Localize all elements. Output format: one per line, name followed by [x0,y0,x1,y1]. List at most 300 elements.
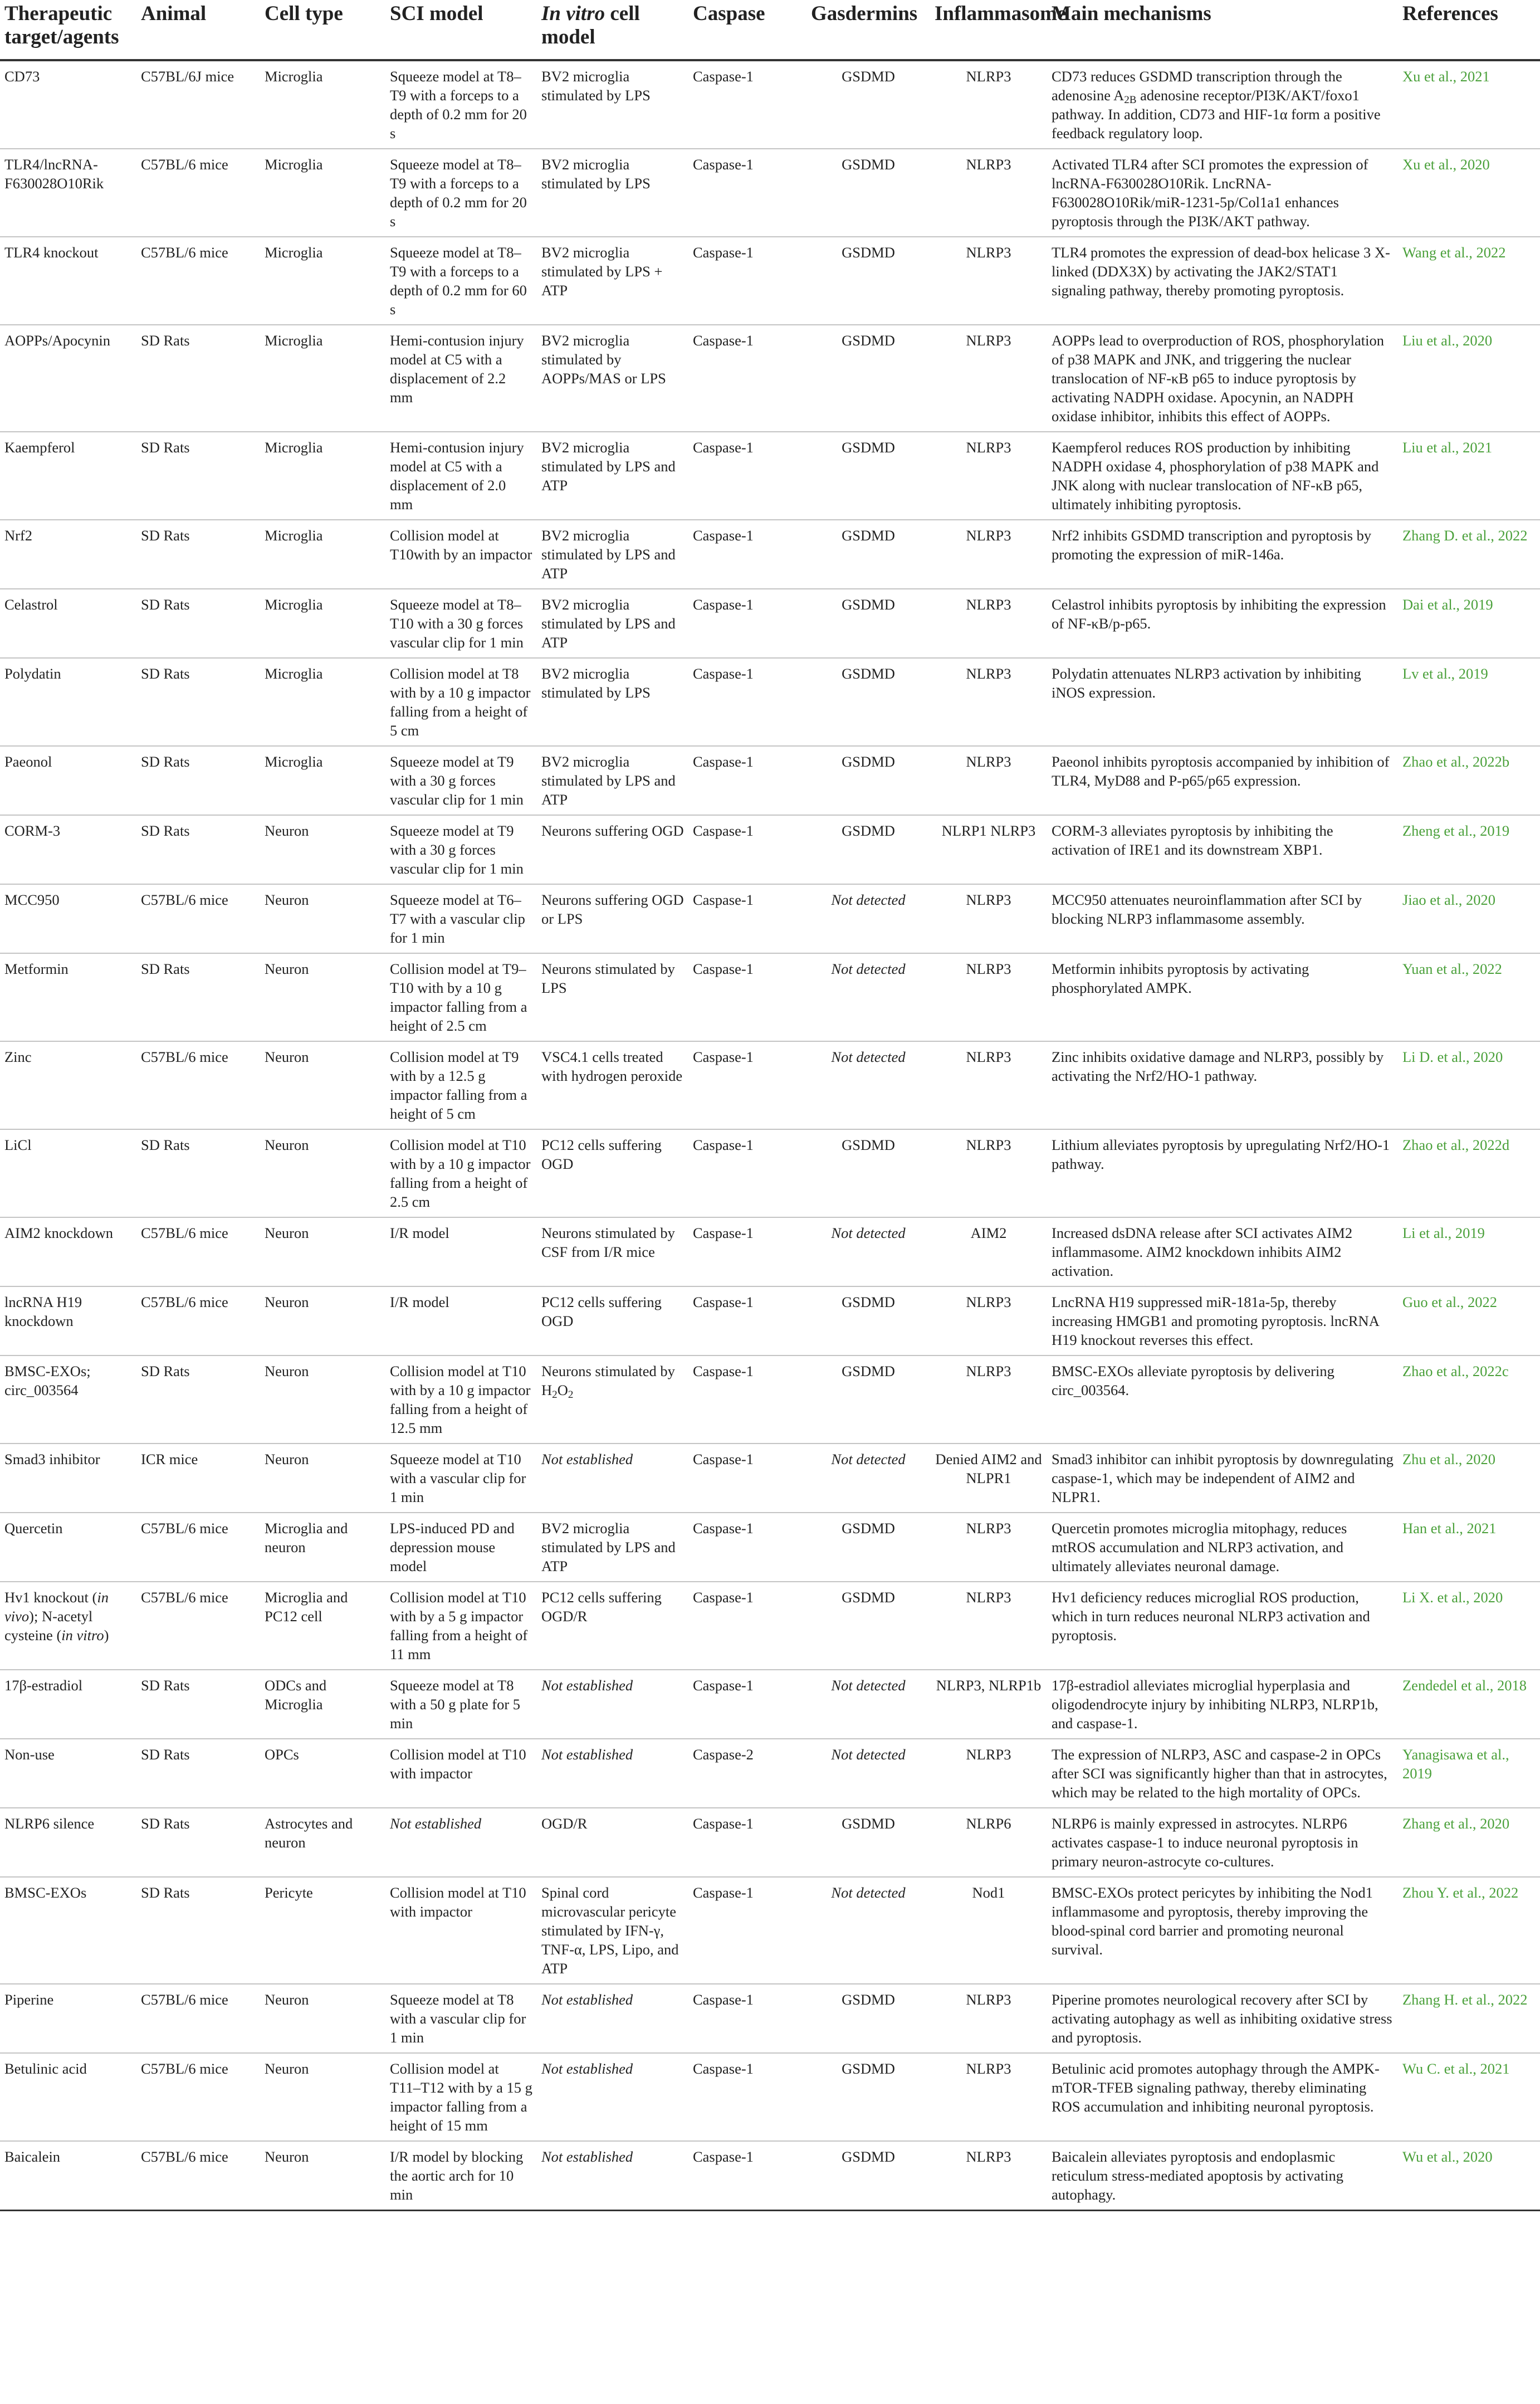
cell-target: BMSC-EXOs [0,1877,136,1984]
reference-link[interactable]: Liu et al., 2020 [1402,332,1493,349]
cell-in-vitro-model: Not established [537,2141,688,2211]
header-animal: Animal [136,0,260,60]
cell-in-vitro-model [537,1355,688,1444]
cell-mechanism: BMSC-EXOs protect pericytes by inhibiting the Nod1 inflammasome and pyroptosis, thereby improving the blood-spinal cord barrier and promoting neuronal survival. [1047,1877,1398,1984]
cell-inflammasome: NLRP3 [930,60,1047,149]
cell-animal: SD Rats [136,658,260,746]
cell-caspase: Caspase-1 [688,1041,806,1129]
cell-animal: C57BL/6 mice [136,237,260,325]
reference-link[interactable]: Li et al., 2019 [1402,1225,1485,1241]
cell-target: Polydatin [0,658,136,746]
cell-target: LiCl [0,1129,136,1217]
cell-gasdermin: GSDMD [806,815,930,884]
cell-caspase: Caspase-1 [688,2141,806,2211]
cell-in-vitro-model: BV2 microglia stimulated by LPS [537,149,688,237]
cell-reference [1398,815,1540,884]
cell-reference [1398,884,1540,953]
reference-link[interactable]: Zhang H. et al., 2022 [1402,1991,1528,2008]
table-row [0,1984,1540,2053]
header-cell-type: Cell type [260,0,385,60]
cell-gasdermin: GSDMD [806,1582,930,1670]
cell-in-vitro-model: BV2 microglia stimulated by LPS and ATP [537,432,688,520]
cell-caspase: Caspase-1 [688,237,806,325]
cell-gasdermin: Not detected [806,1444,930,1513]
cell-cell-type: Microglia [260,520,385,589]
cell-caspase: Caspase-1 [688,589,806,658]
cell-mechanism: AOPPs lead to overproduction of ROS, phosphorylation of p38 MAPK and JNK, and triggering the nuclear translocation of NF-κB p65 to induce pyroptosis by activating NADPH oxidase. Apocynin, an NADPH oxidase inhibitor, inhibits this effect of AOPPs. [1047,325,1398,432]
cell-target: MCC950 [0,884,136,953]
cell-mechanism: Betulinic acid promotes autophagy through the AMPK-mTOR-TFEB signaling pathway, thereby eliminating ROS accumulation and inhibiting neuronal pyroptosis. [1047,2053,1398,2141]
cell-gasdermin: GSDMD [806,432,930,520]
cell-sci-model: Squeeze model at T8 with a 50 g plate for 5 min [385,1670,537,1739]
cell-caspase: Caspase-1 [688,1444,806,1513]
cell-target: Betulinic acid [0,2053,136,2141]
cell-mechanism: Hv1 deficiency reduces microglial ROS production, which in turn reduces neuronal NLRP3 activation and pyroptosis. [1047,1582,1398,1670]
table-body [0,60,1540,2211]
cell-inflammasome: NLRP3 [930,1129,1047,1217]
cell-inflammasome: AIM2 [930,1217,1047,1286]
cell-sci-model: Squeeze model at T8–T9 with a forceps to a depth of 0.2 mm for 20 s [385,60,537,149]
cell-sci-model: I/R model by blocking the aortic arch for 10 min [385,2141,537,2211]
cell-caspase: Caspase-1 [688,1355,806,1444]
table-row [0,1739,1540,1808]
cell-animal: SD Rats [136,746,260,815]
table-row [0,237,1540,325]
cell-animal: SD Rats [136,325,260,432]
cell-in-vitro-model: PC12 cells suffering OGD [537,1129,688,1217]
cell-reference [1398,953,1540,1041]
cell-animal: C57BL/6 mice [136,149,260,237]
cell-animal: SD Rats [136,1877,260,1984]
table-row [0,520,1540,589]
cell-inflammasome: NLRP1 NLRP3 [930,815,1047,884]
cell-sci-model: Squeeze model at T10 with a vascular clip for 1 min [385,1444,537,1513]
cell-caspase: Caspase-1 [688,1286,806,1355]
cell-mechanism: TLR4 promotes the expression of dead-box helicase 3 X-linked (DDX3X) by activating the JAK2/STAT1 signaling pathway, thereby promoting pyroptosis. [1047,237,1398,325]
cell-mechanism: Quercetin promotes microglia mitophagy, reduces mtROS accumulation and NLRP3 activation, and ultimately alleviates neuronal damage. [1047,1513,1398,1582]
cell-gasdermin: GSDMD [806,60,930,149]
cell-sci-model: Collision model at T10 with impactor [385,1877,537,1984]
cell-mechanism: Activated TLR4 after SCI promotes the expression of lncRNA-F630028O10Rik. LncRNA-F630028O10Rik/miR-1231-5p/Col1a1 enhances pyroptosis through the PI3K/AKT pathway. [1047,149,1398,237]
cell-gasdermin: GSDMD [806,2141,930,2211]
header-in-vitro-rest: cell model [541,2,640,48]
cell-mechanism: Baicalein alleviates pyroptosis and endoplasmic reticulum stress-mediated apoptosis by activating autophagy. [1047,2141,1398,2211]
cell-cell-type: Neuron [260,1041,385,1129]
cell-cell-type: Neuron [260,884,385,953]
table-row [0,1877,1540,1984]
reference-link[interactable]: Zhao et al., 2022d [1402,1137,1510,1153]
table-row [0,1217,1540,1286]
cell-reference [1398,1984,1540,2053]
cell-animal: SD Rats [136,953,260,1041]
table-row [0,1513,1540,1582]
cell-animal: C57BL/6 mice [136,2141,260,2211]
header-gasdermins: Gasdermins [806,0,930,60]
cell-cell-type: Microglia and PC12 cell [260,1582,385,1670]
cell-gasdermin: GSDMD [806,1129,930,1217]
cell-reference [1398,1286,1540,1355]
table-row [0,2053,1540,2141]
cell-caspase: Caspase-2 [688,1739,806,1808]
reference-link[interactable]: Wang et al., 2022 [1402,244,1506,261]
table-header [0,0,1540,60]
header-sci-model: SCI model [385,0,537,60]
cell-sci-model: I/R model [385,1217,537,1286]
reference-link[interactable]: Guo et al., 2022 [1402,1294,1498,1310]
cell-inflammasome: NLRP3 [930,1286,1047,1355]
cell-reference [1398,589,1540,658]
cell-cell-type: Microglia [260,589,385,658]
reference-link[interactable]: Xu et al., 2020 [1402,156,1490,173]
cell-gasdermin: GSDMD [806,1355,930,1444]
reference-link[interactable]: Yanagisawa et al., 2019 [1402,1746,1509,1782]
cell-caspase: Caspase-1 [688,1984,806,2053]
table-row [0,1041,1540,1129]
cell-sci-model: Collision model at T10 with impactor [385,1739,537,1808]
cell-mechanism: Smad3 inhibitor can inhibit pyroptosis by downregulating caspase-1, which may be independent of AIM2 and NLPR1. [1047,1444,1398,1513]
cell-mechanism: Piperine promotes neurological recovery after SCI by activating autophagy as well as inhibiting oxidative stress and pyroptosis. [1047,1984,1398,2053]
cell-target: 17β-estradiol [0,1670,136,1739]
in-vitro-subscript: 2 [552,1388,558,1401]
cell-sci-model: Squeeze model at T8 with a vascular clip for 1 min [385,1984,537,2053]
cell-inflammasome: NLRP3 [930,1739,1047,1808]
header-target: Therapeutic target/agents [0,0,136,60]
cell-mechanism: Lithium alleviates pyroptosis by upregulating Nrf2/HO-1 pathway. [1047,1129,1398,1217]
cell-cell-type: Microglia [260,149,385,237]
cell-gasdermin: GSDMD [806,589,930,658]
cell-cell-type: Neuron [260,953,385,1041]
reference-link[interactable]: Zheng et al., 2019 [1402,822,1510,839]
cell-mechanism: BMSC-EXOs alleviate pyroptosis by delivering circ_003564. [1047,1355,1398,1444]
cell-in-vitro-model: BV2 microglia stimulated by LPS [537,60,688,149]
table-row [0,1582,1540,1670]
cell-in-vitro-model: BV2 microglia stimulated by LPS and ATP [537,746,688,815]
cell-caspase: Caspase-1 [688,1877,806,1984]
cell-in-vitro-model: OGD/R [537,1808,688,1877]
cell-reference [1398,1355,1540,1444]
cell-animal: C57BL/6 mice [136,1582,260,1670]
cell-in-vitro-model: BV2 microglia stimulated by LPS and ATP [537,589,688,658]
cell-inflammasome: NLRP3, NLRP1b [930,1670,1047,1739]
cell-animal: SD Rats [136,1739,260,1808]
cell-caspase: Caspase-1 [688,953,806,1041]
cell-reference [1398,1582,1540,1670]
cell-animal: SD Rats [136,815,260,884]
cell-caspase: Caspase-1 [688,884,806,953]
cell-in-vitro-model: Not established [537,2053,688,2141]
cell-caspase: Caspase-1 [688,815,806,884]
reference-link[interactable]: Wu C. et al., 2021 [1402,2060,1510,2077]
cell-sci-model: Collision model at T9 with by a 12.5 g impactor falling from a height of 5 cm [385,1041,537,1129]
cell-caspase: Caspase-1 [688,1217,806,1286]
cell-in-vitro-model: Not established [537,1670,688,1739]
target-italic: in vivo [4,1589,109,1625]
header-caspase: Caspase [688,0,806,60]
cell-sci-model: Hemi-contusion injury model at C5 with a displacement of 2.2 mm [385,325,537,432]
cell-sci-model: Collision model at T11–T12 with by a 15 g impactor falling from a height of 15 mm [385,2053,537,2141]
cell-target: Zinc [0,1041,136,1129]
cell-cell-type: Neuron [260,2053,385,2141]
reference-link[interactable]: Zhang D. et al., 2022 [1402,527,1528,544]
cell-mechanism: CORM-3 alleviates pyroptosis by inhibiting the activation of IRE1 and its downstream XBP1. [1047,815,1398,884]
cell-cell-type: Microglia [260,325,385,432]
cell-target: BMSC-EXOs; circ_003564 [0,1355,136,1444]
cell-in-vitro-model: Spinal cord microvascular pericyte stimulated by IFN-γ, TNF-α, LPS, Lipo, and ATP [537,1877,688,1984]
cell-target: Quercetin [0,1513,136,1582]
cell-in-vitro-model: Not established [537,1984,688,2053]
cell-gasdermin: Not detected [806,1217,930,1286]
table-row [0,60,1540,149]
cell-sci-model: Squeeze model at T8–T10 with a 30 g forces vascular clip for 1 min [385,589,537,658]
target-italic: in vitro [61,1627,104,1644]
cell-mechanism: Nrf2 inhibits GSDMD transcription and pyroptosis by promoting the expression of miR-146a. [1047,520,1398,589]
cell-inflammasome: NLRP3 [930,884,1047,953]
table-row [0,432,1540,520]
cell-sci-model: I/R model [385,1286,537,1355]
cell-reference [1398,60,1540,149]
cell-in-vitro-model: Neurons stimulated by LPS [537,953,688,1041]
cell-in-vitro-model: Neurons stimulated by CSF from I/R mice [537,1217,688,1286]
cell-animal: SD Rats [136,432,260,520]
reference-link[interactable]: Zhang et al., 2020 [1402,1815,1510,1832]
cell-sci-model: Collision model at T10with by an impactor [385,520,537,589]
cell-reference [1398,1670,1540,1739]
table-row [0,815,1540,884]
reference-link[interactable]: Jiao et al., 2020 [1402,891,1496,908]
cell-target [0,1582,136,1670]
cell-in-vitro-model: VSC4.1 cells treated with hydrogen peroxide [537,1041,688,1129]
cell-inflammasome: NLRP3 [930,432,1047,520]
cell-caspase: Caspase-1 [688,1513,806,1582]
header-in-vitro-model [537,0,688,60]
cell-cell-type: OPCs [260,1739,385,1808]
reference-link[interactable]: Wu et al., 2020 [1402,2148,1493,2165]
table-row [0,149,1540,237]
cell-inflammasome: NLRP3 [930,953,1047,1041]
cell-animal: C57BL/6J mice [136,60,260,149]
header-in-vitro-italic: In vitro [541,2,605,25]
target-text: ) [104,1627,109,1644]
cell-sci-model: Squeeze model at T8–T9 with a forceps to a depth of 0.2 mm for 60 s [385,237,537,325]
cell-in-vitro-model: Neurons suffering OGD [537,815,688,884]
cell-reference [1398,1041,1540,1129]
reference-link[interactable]: Li X. et al., 2020 [1402,1589,1503,1606]
cell-reference [1398,658,1540,746]
reference-link[interactable]: Zhou Y. et al., 2022 [1402,1884,1519,1901]
cell-target: CORM-3 [0,815,136,884]
cell-inflammasome: NLRP3 [930,1355,1047,1444]
cell-animal: C57BL/6 mice [136,1984,260,2053]
cell-cell-type: Neuron [260,1355,385,1444]
cell-in-vitro-model: Neurons suffering OGD or LPS [537,884,688,953]
in-vitro-text: Neurons stimulated by H [541,1363,675,1398]
cell-caspase: Caspase-1 [688,325,806,432]
cell-gasdermin: Not detected [806,1041,930,1129]
cell-cell-type: Neuron [260,1217,385,1286]
cell-animal: C57BL/6 mice [136,1286,260,1355]
cell-gasdermin: GSDMD [806,520,930,589]
cell-sci-model: Squeeze model at T8–T9 with a forceps to a depth of 0.2 mm for 20 s [385,149,537,237]
cell-target: lncRNA H19 knockdown [0,1286,136,1355]
cell-gasdermin: GSDMD [806,658,930,746]
table-row [0,658,1540,746]
cell-animal: SD Rats [136,1129,260,1217]
cell-mechanism: LncRNA H19 suppressed miR-181a-5p, thereby increasing HMGB1 and promoting pyroptosis. lncRNA H19 knockout reverses this effect. [1047,1286,1398,1355]
reference-link[interactable]: Dai et al., 2019 [1402,596,1493,613]
cell-mechanism: Polydatin attenuates NLRP3 activation by inhibiting iNOS expression. [1047,658,1398,746]
cell-sci-model: LPS-induced PD and depression mouse model [385,1513,537,1582]
table-row [0,1129,1540,1217]
cell-cell-type: Microglia [260,746,385,815]
table-row [0,325,1540,432]
cell-reference [1398,1739,1540,1808]
target-text: Hv1 knockout ( [4,1589,97,1606]
cell-gasdermin: GSDMD [806,1286,930,1355]
reference-link[interactable]: Zhao et al., 2022c [1402,1363,1509,1379]
reference-link[interactable]: Li D. et al., 2020 [1402,1049,1503,1065]
reference-link[interactable]: Liu et al., 2021 [1402,439,1493,456]
cell-gasdermin: GSDMD [806,2053,930,2141]
cell-reference [1398,325,1540,432]
cell-caspase: Caspase-1 [688,1129,806,1217]
reference-link[interactable]: Zhu et al., 2020 [1402,1451,1496,1467]
cell-gasdermin: GSDMD [806,149,930,237]
cell-gasdermin: GSDMD [806,746,930,815]
cell-sci-model: Hemi-contusion injury model at C5 with a displacement of 2.0 mm [385,432,537,520]
reference-link[interactable]: Xu et al., 2021 [1402,68,1490,85]
cell-cell-type: Neuron [260,1286,385,1355]
cell-inflammasome: Denied AIM2 and NLPR1 [930,1444,1047,1513]
cell-target: NLRP6 silence [0,1808,136,1877]
cell-target: TLR4/lncRNA-F630028O10Rik [0,149,136,237]
cell-animal: C57BL/6 mice [136,884,260,953]
cell-gasdermin: GSDMD [806,1513,930,1582]
cell-inflammasome: NLRP3 [930,2141,1047,2211]
cell-mechanism: 17β-estradiol alleviates microglial hyperplasia and oligodendrocyte injury by inhibiting NLRP3, NLRP1b, and caspase-1. [1047,1670,1398,1739]
cell-target: Piperine [0,1984,136,2053]
cell-mechanism: Metformin inhibits pyroptosis by activating phosphorylated AMPK. [1047,953,1398,1041]
table-row [0,884,1540,953]
cell-inflammasome: NLRP3 [930,589,1047,658]
cell-cell-type: Microglia [260,60,385,149]
cell-animal: ICR mice [136,1444,260,1513]
cell-inflammasome: NLRP6 [930,1808,1047,1877]
reference-link[interactable]: Yuan et al., 2022 [1402,960,1502,977]
cell-sci-model: Collision model at T10 with by a 10 g impactor falling from a height of 2.5 cm [385,1129,537,1217]
cell-caspase: Caspase-1 [688,432,806,520]
target-text: ); N-acetyl cysteine ( [4,1608,93,1644]
reference-link[interactable]: Zendedel et al., 2018 [1402,1677,1527,1694]
cell-target: Non-use [0,1739,136,1808]
cell-cell-type: Pericyte [260,1877,385,1984]
cell-in-vitro-model: Not established [537,1739,688,1808]
header-mechanisms: Main mechanisms [1047,0,1398,60]
table-row [0,746,1540,815]
cell-caspase: Caspase-1 [688,658,806,746]
cell-inflammasome: NLRP3 [930,1582,1047,1670]
cell-inflammasome: NLRP3 [930,1041,1047,1129]
cell-animal: SD Rats [136,520,260,589]
cell-mechanism: NLRP6 is mainly expressed in astrocytes. NLRP6 activates caspase-1 to induce neuronal pyroptosis in primary neuron-astrocyte co-cultures. [1047,1808,1398,1877]
cell-reference [1398,520,1540,589]
header-references: References [1398,0,1540,60]
cell-target: Smad3 inhibitor [0,1444,136,1513]
cell-cell-type: Neuron [260,1129,385,1217]
cell-target: AOPPs/Apocynin [0,325,136,432]
cell-gasdermin: Not detected [806,953,930,1041]
cell-target: Baicalein [0,2141,136,2211]
cell-gasdermin: Not detected [806,1670,930,1739]
in-vitro-subscript: 2 [568,1388,574,1401]
cell-reference [1398,1217,1540,1286]
cell-inflammasome: NLRP3 [930,2053,1047,2141]
cell-in-vitro-model: BV2 microglia stimulated by LPS and ATP [537,1513,688,1582]
cell-sci-model: Squeeze model at T9 with a 30 g forces vascular clip for 1 min [385,815,537,884]
cell-gasdermin: Not detected [806,1739,930,1808]
table-row [0,1444,1540,1513]
cell-reference [1398,1877,1540,1984]
cell-cell-type: Microglia [260,237,385,325]
cell-sci-model: Collision model at T9–T10 with by a 10 g impactor falling from a height of 2.5 cm [385,953,537,1041]
cell-in-vitro-model: PC12 cells suffering OGD [537,1286,688,1355]
reference-link[interactable]: Zhao et al., 2022b [1402,753,1510,770]
cell-target: Paeonol [0,746,136,815]
cell-gasdermin: GSDMD [806,1808,930,1877]
cell-mechanism: MCC950 attenuates neuroinflammation after SCI by blocking NLRP3 inflammasome assembly. [1047,884,1398,953]
cell-gasdermin: Not detected [806,1877,930,1984]
cell-sci-model: Squeeze model at T9 with a 30 g forces vascular clip for 1 min [385,746,537,815]
table-row [0,1808,1540,1877]
cell-mechanism: Celastrol inhibits pyroptosis by inhibiting the expression of NF-κB/p-p65. [1047,589,1398,658]
cell-target: CD73 [0,60,136,149]
cell-inflammasome: Nod1 [930,1877,1047,1984]
cell-inflammasome: NLRP3 [930,149,1047,237]
cell-inflammasome: NLRP3 [930,237,1047,325]
cell-caspase: Caspase-1 [688,1670,806,1739]
cell-inflammasome: NLRP3 [930,746,1047,815]
cell-inflammasome: NLRP3 [930,520,1047,589]
cell-inflammasome: NLRP3 [930,1984,1047,2053]
cell-sci-model: Squeeze model at T6–T7 with a vascular clip for 1 min [385,884,537,953]
in-vitro-text: O [557,1382,568,1398]
cell-cell-type: Microglia [260,658,385,746]
reference-link[interactable]: Lv et al., 2019 [1402,665,1488,682]
cell-in-vitro-model: BV2 microglia stimulated by AOPPs/MAS or LPS [537,325,688,432]
cell-caspase: Caspase-1 [688,520,806,589]
cell-gasdermin: GSDMD [806,237,930,325]
cell-animal: SD Rats [136,589,260,658]
mechanism-text: adenosine receptor/PI3K/AKT/foxo1 pathway. In addition, CD73 and HIF-1α form a positive feedback regulatory loop. [1052,87,1381,142]
reference-link[interactable]: Han et al., 2021 [1402,1520,1497,1537]
table-row [0,1355,1540,1444]
cell-animal: SD Rats [136,1808,260,1877]
cell-gasdermin: GSDMD [806,325,930,432]
cell-inflammasome: NLRP3 [930,1513,1047,1582]
cell-inflammasome: NLRP3 [930,325,1047,432]
cell-in-vitro-model: BV2 microglia stimulated by LPS [537,658,688,746]
cell-target: Metformin [0,953,136,1041]
cell-reference [1398,237,1540,325]
cell-target: AIM2 knockdown [0,1217,136,1286]
cell-target: Nrf2 [0,520,136,589]
cell-caspase: Caspase-1 [688,746,806,815]
cell-animal: C57BL/6 mice [136,1513,260,1582]
cell-target: Celastrol [0,589,136,658]
header-row [0,0,1540,60]
cell-cell-type: Microglia and neuron [260,1513,385,1582]
cell-mechanism: Paeonol inhibits pyroptosis accompanied by inhibition of TLR4, MyD88 and P-p65/p65 expression. [1047,746,1398,815]
table-row [0,589,1540,658]
